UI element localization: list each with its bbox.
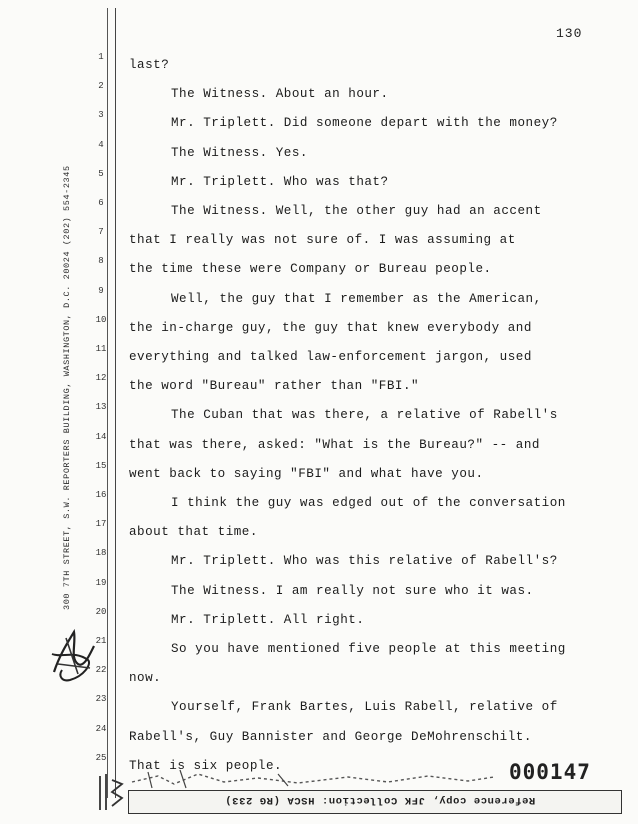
line-number: 2 bbox=[98, 81, 104, 92]
line-number: 21 bbox=[95, 636, 107, 646]
line-number: 16 bbox=[95, 490, 107, 500]
reporter-address-vertical: 300 7TH STREET, S.W. REPORTERS BUILDING, WASHINGTON, D.C. 20024 (202) 554-2345 bbox=[62, 165, 72, 610]
margin-rule-inner bbox=[115, 8, 116, 798]
transcript-line: The Witness. Yes. bbox=[171, 145, 308, 160]
transcript-line: that was there, asked: "What is the Bureau?" -- and bbox=[129, 437, 540, 452]
line-number: 4 bbox=[98, 139, 104, 150]
line-number: 23 bbox=[95, 694, 107, 705]
line-number: 10 bbox=[95, 314, 107, 325]
transcript-line: everything and talked law-enforcement jargon, used bbox=[129, 350, 532, 364]
line-number: 13 bbox=[95, 402, 107, 413]
page-number: 130 bbox=[556, 26, 583, 41]
transcript-line: Yourself, Frank Bartes, Luis Rabell, relative of bbox=[171, 700, 558, 715]
line-number: 17 bbox=[95, 519, 107, 530]
line-number: 3 bbox=[98, 110, 104, 121]
transcript-line: Well, the guy that I remember as the American, bbox=[171, 291, 542, 306]
signature-mark bbox=[48, 624, 98, 686]
transcript-line: Mr. Triplett. Who was this relative of Rabell's? bbox=[171, 554, 558, 569]
line-number: 11 bbox=[95, 344, 107, 354]
transcript-line: The Witness. Well, the other guy had an accent bbox=[171, 204, 542, 218]
line-number: 1 bbox=[98, 52, 104, 62]
line-number: 25 bbox=[95, 752, 107, 763]
line-number: 18 bbox=[95, 548, 107, 559]
transcript-line: The Cuban that was there, a relative of Rabell's bbox=[171, 408, 558, 423]
line-number: 7 bbox=[98, 227, 104, 238]
line-number: 14 bbox=[95, 431, 107, 442]
line-number: 12 bbox=[95, 373, 107, 384]
transcript-line: that I really was not sure of. I was assuming at bbox=[129, 233, 516, 248]
line-number: 15 bbox=[95, 460, 107, 471]
document-id-stamp: 000147 bbox=[509, 760, 591, 784]
transcript-line: I think the guy was edged out of the conversation bbox=[171, 496, 566, 510]
transcript-line: That is six people. bbox=[129, 758, 283, 773]
line-number: 5 bbox=[98, 168, 104, 179]
line-number: 24 bbox=[95, 723, 107, 734]
transcript-line: Mr. Triplett. Did someone depart with the money? bbox=[171, 116, 558, 131]
line-number: 9 bbox=[98, 285, 104, 296]
line-number: 19 bbox=[95, 577, 107, 588]
line-number: 8 bbox=[98, 256, 104, 267]
transcript-line: the word "Bureau" rather than "FBI." bbox=[129, 379, 420, 394]
transcript-line: the in-charge guy, the guy that knew everybody and bbox=[129, 320, 532, 335]
corner-binding-mark bbox=[98, 772, 126, 812]
transcript-line: the time these were Company or Bureau people. bbox=[129, 262, 492, 277]
transcript-line: went back to saying "FBI" and what have you. bbox=[129, 466, 484, 481]
reference-copy-footer: Reference copy, JFK Collection: HSCA (RG 233) bbox=[224, 794, 536, 806]
transcript-line: The Witness. About an hour. bbox=[171, 87, 389, 102]
transcript-line: now. bbox=[129, 671, 162, 686]
transcript-line: Rabell's, Guy Bannister and George DeMohrenschilt. bbox=[129, 729, 532, 744]
line-number: 6 bbox=[98, 198, 104, 208]
line-number: 22 bbox=[95, 665, 107, 676]
transcript-line: Mr. Triplett. All right. bbox=[171, 612, 365, 627]
line-number: 20 bbox=[95, 606, 107, 617]
transcript-line: The Witness. I am really not sure who it was. bbox=[171, 583, 534, 598]
transcript-line: about that time. bbox=[129, 525, 258, 540]
transcript-line: So you have mentioned five people at this meeting bbox=[171, 642, 566, 656]
scan-noise bbox=[128, 768, 498, 790]
transcript-line: last? bbox=[129, 58, 170, 72]
transcript-line: Mr. Triplett. Who was that? bbox=[171, 174, 389, 189]
